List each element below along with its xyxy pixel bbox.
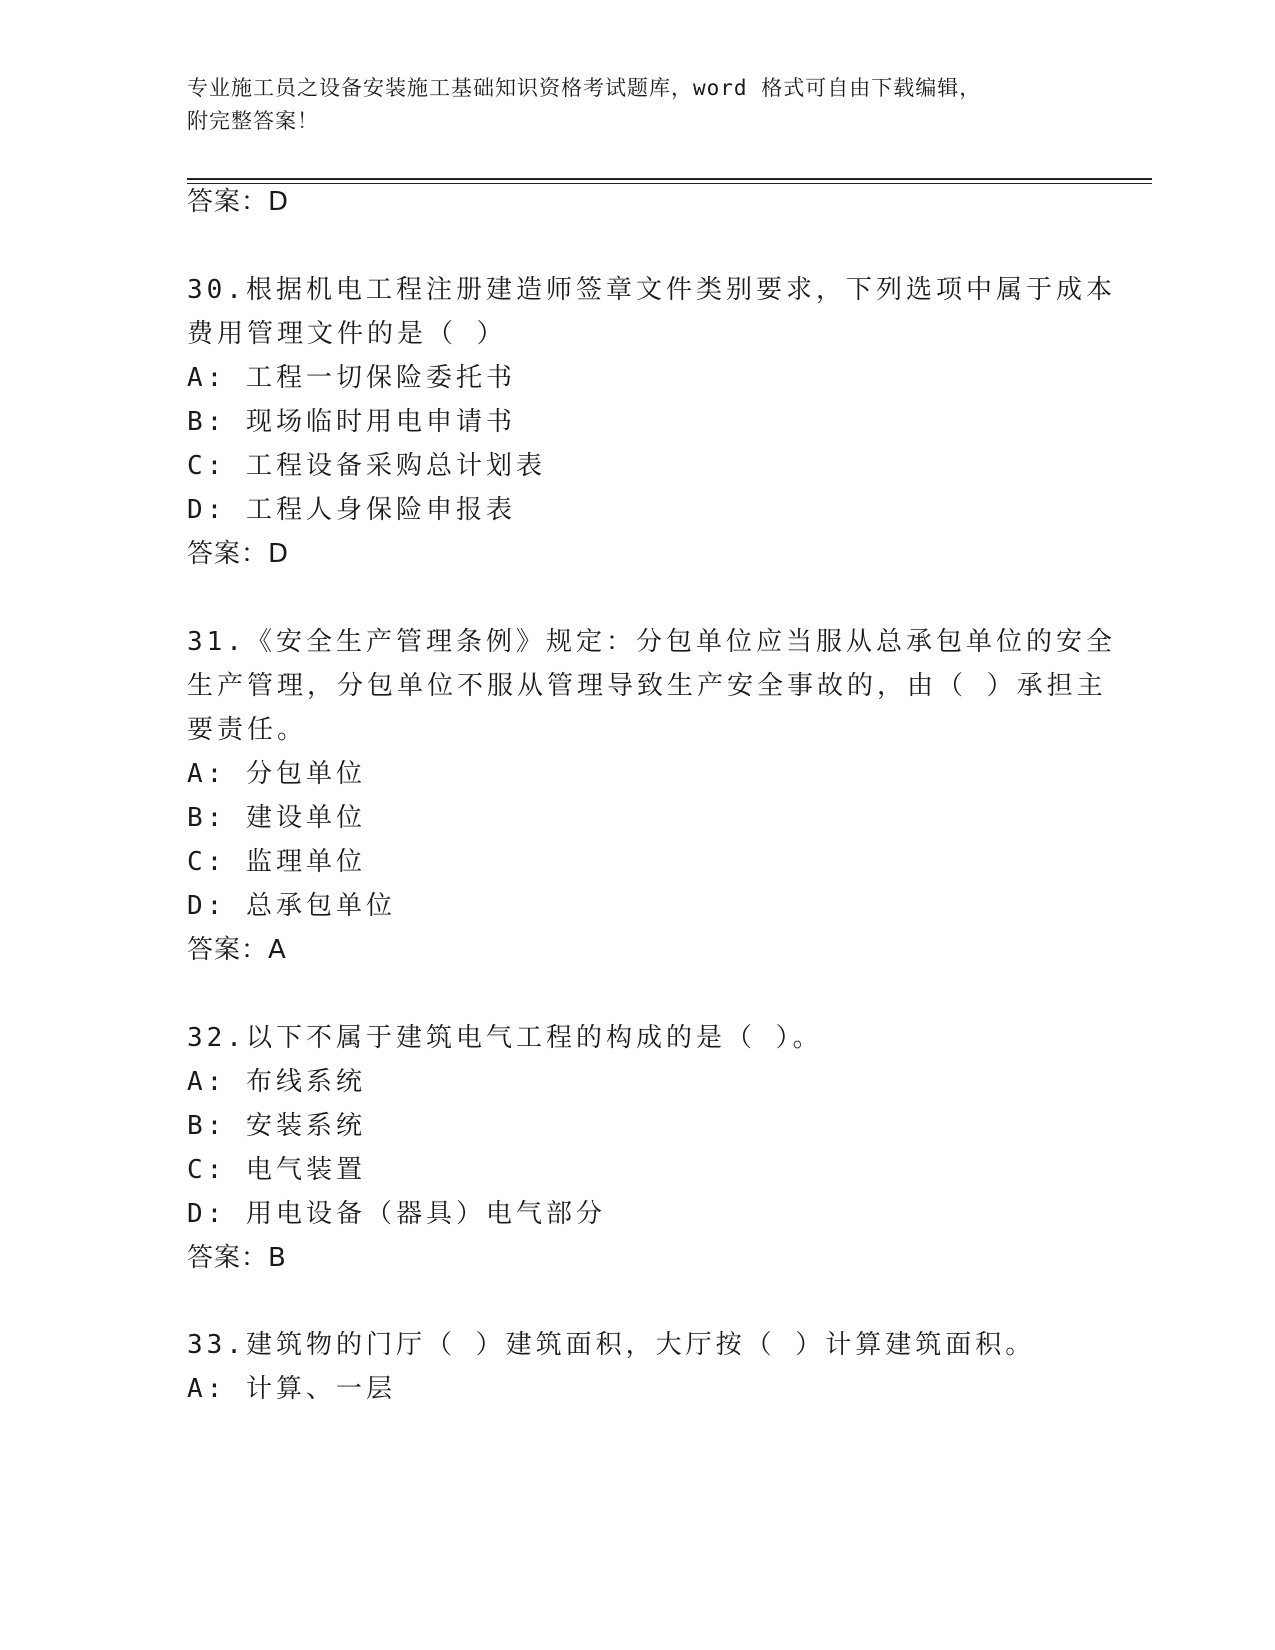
option-a: A: 布线系统 (187, 1067, 366, 1097)
question-stem-line: 33.建筑物的门厅（ ）建筑面积，大厅按（ ）计算建筑面积。 (187, 1330, 1036, 1360)
header-rule-thin (187, 183, 1152, 184)
option-b: B: 建设单位 (187, 803, 366, 833)
question-stem-line: 31.《安全生产管理条例》规定：分包单位应当服从总承包单位的安全 (187, 627, 1116, 657)
answer: 答案：D (187, 539, 290, 569)
question-stem-line: 要责任。 (187, 715, 308, 745)
option-b: B: 现场临时用电申请书 (187, 407, 516, 437)
option-b: B: 安装系统 (187, 1111, 366, 1141)
option-a: A: 分包单位 (187, 759, 366, 789)
header-line-1: 专业施工员之设备安装施工基础知识资格考试题库，word 格式可自由下载编辑， (187, 76, 982, 100)
option-c: C: 工程设备采购总计划表 (187, 451, 546, 481)
question-stem-line: 生产管理，分包单位不服从管理导致生产安全事故的，由（ ）承担主 (187, 671, 1107, 701)
answer: 答案：A (187, 935, 287, 965)
option-a: A: 计算、一层 (187, 1374, 396, 1404)
option-c: C: 监理单位 (187, 847, 366, 877)
header-line-2: 附完整答案！ (187, 109, 319, 133)
option-a: A: 工程一切保险委托书 (187, 363, 516, 393)
header-rule-thick (187, 178, 1152, 180)
option-d: D: 用电设备（器具）电气部分 (187, 1199, 606, 1229)
option-c: C: 电气装置 (187, 1155, 366, 1185)
prev-answer: 答案：D (187, 187, 290, 217)
question-stem-line: 32.以下不属于建筑电气工程的构成的是（ ）。 (187, 1023, 823, 1053)
option-d: D: 工程人身保险申报表 (187, 495, 516, 525)
answer: 答案：B (187, 1243, 287, 1273)
document-header (187, 72, 1067, 138)
option-d: D: 总承包单位 (187, 891, 396, 921)
question-stem-line: 费用管理文件的是（ ） (187, 319, 507, 349)
question-stem-line: 30.根据机电工程注册建造师签章文件类别要求，下列选项中属于成本 (187, 275, 1116, 305)
